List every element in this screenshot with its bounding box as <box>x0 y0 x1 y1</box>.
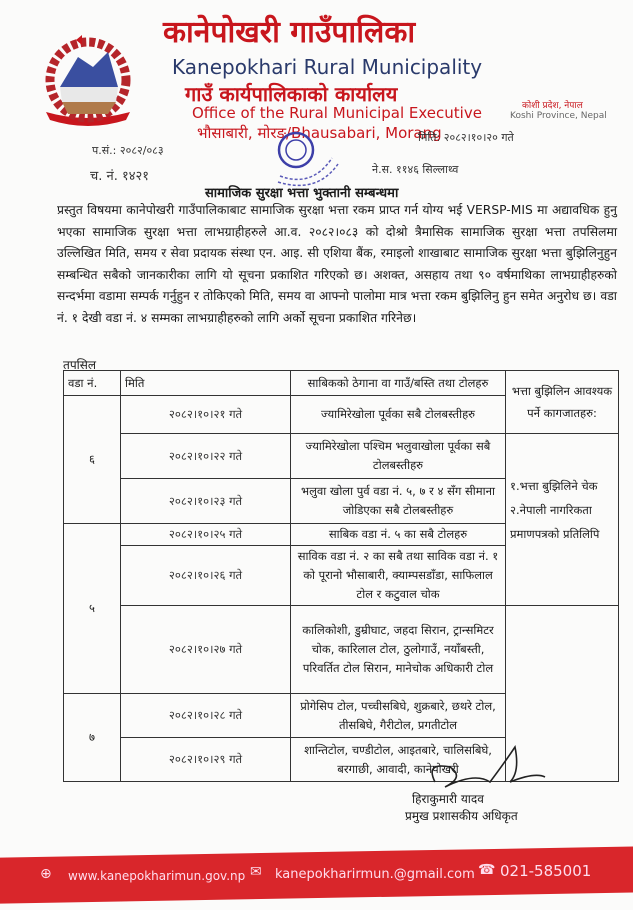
table-row <box>64 434 619 479</box>
municipality-name-np: कानेपोखरी गाउँपालिका <box>163 15 416 50</box>
date-cell: २०८२।१०।२२ गते <box>121 434 291 479</box>
area-cell: शान्तिटोल, चण्डीटोल, आइतबारे, चालिसबिघे, बरगाछी, आवादी, कानेपोखरी <box>291 738 506 782</box>
area-cell: ज्यामिरेखोला पूर्वका सबै टोलबस्तीहरु <box>291 396 506 434</box>
date-cell: २०८२।१०।२६ गते <box>121 546 291 606</box>
ward-cell: ५ <box>64 524 121 694</box>
ward-cell: ७ <box>64 694 121 782</box>
area-cell: प्रोगेसिप टोल, पच्चीसबिघे, शुक्रबारे, छथरे टोल, तीसबिघे, गैरीटोल, प्रगतीटोल <box>291 694 506 738</box>
office-name-en: Office of the Rural Municipal Executive <box>192 104 482 122</box>
signatory-name: हिराकुमारी यादव <box>412 792 484 806</box>
emblem-logo <box>38 32 138 127</box>
document-item: १.भत्ता बुझिलिने चेक <box>510 479 598 493</box>
date-cell: २०८२।१०।२७ गते <box>121 606 291 694</box>
municipality-name-en: Kanepokhari Rural Municipality <box>172 55 483 79</box>
date-cell: २०८२।१०।२८ गते <box>121 694 291 738</box>
ward-cell: ६ <box>64 396 121 524</box>
signatory-title: प्रमुख प्रशासकीय अधिकृत <box>405 809 518 823</box>
letter-date: मिति: २०८२।१०।२० गते <box>418 131 514 144</box>
phone-number: 021-585001 <box>500 862 592 880</box>
header-ward: वडा नं. <box>64 371 121 396</box>
globe-icon: ⊕ <box>40 866 52 882</box>
header-area: साबिकको ठेगाना वा गाउँ/बस्ति तथा टोलहरु <box>291 371 506 396</box>
subject-line: सामाजिक सुरक्षा भत्ता भुक्तानी सम्बन्धमा <box>205 186 399 201</box>
dispatch-number: च. नं. १४२१ <box>90 169 150 184</box>
province-en: Koshi Province, Nepal <box>510 111 607 121</box>
date-cell: २०८२।१०।२९ गते <box>121 738 291 782</box>
schedule-table <box>63 370 619 782</box>
area-cell: साविक वडा नं. २ का सबै तथा साविक वडा नं. १ को पूरानो भौसाबारी, क्याम्पसडाँडा, साफिलाल टोल र कटुवाल चोक <box>291 546 506 606</box>
table-caption: तपसिल <box>63 358 97 372</box>
documents-cell <box>506 434 619 606</box>
area-cell: भलुवा खोला पुर्व वडा नं. ५, ७ र ४ सँग सीमाना जोडिएका सबै टोलबस्तीहरु <box>291 479 506 524</box>
header-date: मिति <box>121 371 291 396</box>
nepal-sambat-date: ने.स. ११४६ सिल्लाथ्व <box>372 163 459 176</box>
date-cell: २०८२।१०।२१ गते <box>121 396 291 434</box>
notice-body: प्रस्तुत विषयमा कानेपोखरी गाउँपालिकाबाट सामाजिक सुरक्षा भत्ता रकम प्राप्त गर्न योग्य भई VERSP-MIS मा अद्यावधिक हुनु भएका सामाजिक सुरक्षा भत्ता लाभग्राहीहरुले आ.व. २०८२।०८३ को दोश्रो त्रैमासिक सामाजिक सुरक्षा भत्ता तपसिलमा उल्लिखित मिति, समय र सेवा प्रदायक संस्था एन. आइ. सी एशिया बैंक, रमाइलो शाखाबाट सामाजिक सुरक्षा भत्ता बुझिलिनुहुन सम्बन्धित सबैको जानकारीका लागि यो सूचना प्रकाशित गरिएको छ। अशक्त, असहाय तथा ९० वर्षमाथिका लाभग्राहीहरुको सन्दर्भमा वडामा सम्पर्क गर्नुहुन र तोकिएको मिति, समय वा आफ्नो पालोमा मात्र भत्ता रकम बुझिलिनु हुन समेत अनुरोध छ। वडा नं. १ देखी वडा नं. ४ सम्मका लाभग्राहीहरुको लागि अर्को सूचना प्रकाशित गरिनेछ। <box>57 203 617 325</box>
area-cell: कालिकोशी, डुम्रीघाट, जहदा सिरान, ट्रान्समिटर चोक, कारिलाल टोल, ठुलोगाउँ, नयाँबस्ती, परिवर्तित टोल सिरान, मानेचोक अधिकारी टोल <box>291 606 506 694</box>
reference-ps: प.सं.: २०८२/०८३ <box>92 144 164 157</box>
phone-icon: ☎ <box>478 862 496 878</box>
date-cell: २०८२।१०।२३ गते <box>121 479 291 524</box>
office-stamp <box>272 128 340 188</box>
email-icon: ✉ <box>250 864 262 880</box>
table-row <box>64 606 619 694</box>
header-documents: भत्ता बुझिलिन आवश्यक पर्ने कागजातहरु: <box>506 371 619 434</box>
office-address: भौसाबारी, मोरङ/Bhausabari, Morang <box>197 124 442 142</box>
table-header-row <box>64 371 619 396</box>
area-cell: ज्यामिरेखोला पश्चिम भलुवाखोला पूर्वका सबै टोलबस्तीहरु <box>291 434 506 479</box>
office-name-np: गाउँ कार्यपालिकाको कार्यालय <box>185 82 398 106</box>
email-link[interactable]: kanepokharirmun.@gmail.com <box>275 867 475 882</box>
website-link[interactable]: www.kanepokharimun.gov.np <box>68 869 246 883</box>
document-item: २.नेपाली नागरिकता प्रमाणपत्रको प्रतिलिपि <box>510 503 600 541</box>
date-cell: २०८२।१०।२५ गते <box>121 524 291 546</box>
province-np: कोशी प्रदेश, नेपाल <box>522 101 583 111</box>
area-cell: साबिक वडा नं. ५ का सबै टोलहरु <box>291 524 506 546</box>
